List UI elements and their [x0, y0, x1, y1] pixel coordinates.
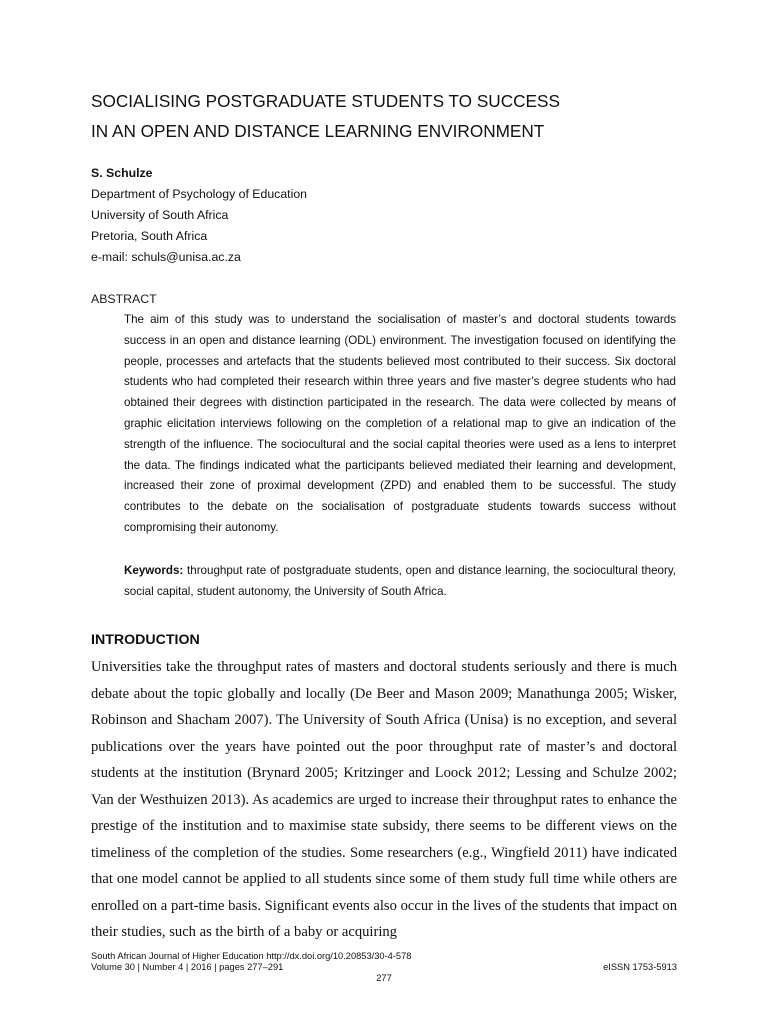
- page-number: 277: [376, 973, 392, 983]
- page-footer: [91, 951, 677, 984]
- paper-title: [91, 86, 691, 146]
- footer-row: [91, 962, 677, 973]
- introduction-text: Universities take the throughput rates of masters and doctoral students seriously and there is much debate about the topic globally and locally (De Beer and Mason 2009; Manathunga 2005; Wisker, Robinson and Shacham 2007). The University of South Africa (Unisa) is no exception, and several publications over the years have pointed out the poor throughput rate of master’s and doctoral students at the institution (Brynard 2005; Kritzinger and Loock 2012; Lessing and Schulze 2002; Van der Westhuizen 2013). As academics are urged to increase their throughput rates to enhance the prestige of the institution and to maximise state subsidy, there seems to be different views on the timeliness of the completion of the studies. Some researchers (e.g., Wingfield 2011) have indicated that one model cannot be applied to all students since some of them study full time while others are enrolled on a part-time basis. Significant events also occur in the lives of the students that impact on their studies, such as the birth of a baby or acquiring: [91, 659, 677, 940]
- keywords-label: Keywords:: [124, 564, 184, 577]
- author-location: Pretoria, South Africa: [91, 229, 208, 243]
- author-department: Department of Psychology of Education: [91, 187, 308, 201]
- title-line-1: SOCIALISING POSTGRADUATE STUDENTS TO SUCCESS: [91, 91, 560, 111]
- footer-volume: Volume 30 | Number 4 | 2016 | pages 277–291: [91, 962, 284, 972]
- introduction-heading: INTRODUCTION: [91, 632, 200, 648]
- author-block: [91, 163, 651, 268]
- author-university: University of South Africa: [91, 208, 229, 222]
- abstract-text: The aim of this study was to understand the socialisation of master’s and doctoral students towards success in an open and distance learning (ODL) environment. The investigation focused on identifying the people, processes and artefacts that the students believed most contributed to their success. Six doctoral students who had completed their research within three years and five master’s degree students who had obtained their degrees with distinction participated in the research. The data were collected by means of graphic elicitation interviews following on the completion of a relational map to give an indication of the strength of the influence. The sociocultural and the social capital theories were used as a lens to interpret the data. The findings indicated what the participants believed mediated their learning and development, increased their zone of proximal development (ZPD) and enabled them to be successful. The study contributes to the debate on the socialisation of postgraduate students towards success without compromising their autonomy.: [124, 313, 676, 534]
- footer-eissn: eISSN 1753-5913: [603, 962, 677, 972]
- keywords: [124, 561, 676, 603]
- title-line-2: IN AN OPEN AND DISTANCE LEARNING ENVIRONMENT: [91, 121, 545, 141]
- keywords-text: throughput rate of postgraduate students, open and distance learning, the sociocultural theory, social capital, student autonomy, the University of South Africa.: [124, 564, 676, 598]
- author-email: e-mail: schuls@unisa.ac.za: [91, 250, 241, 264]
- author-name: S. Schulze: [91, 166, 153, 180]
- abstract-heading: ABSTRACT: [91, 292, 157, 306]
- footer-journal: South African Journal of Higher Education http://dx.doi.org/10.20853/30-4-578: [91, 951, 412, 961]
